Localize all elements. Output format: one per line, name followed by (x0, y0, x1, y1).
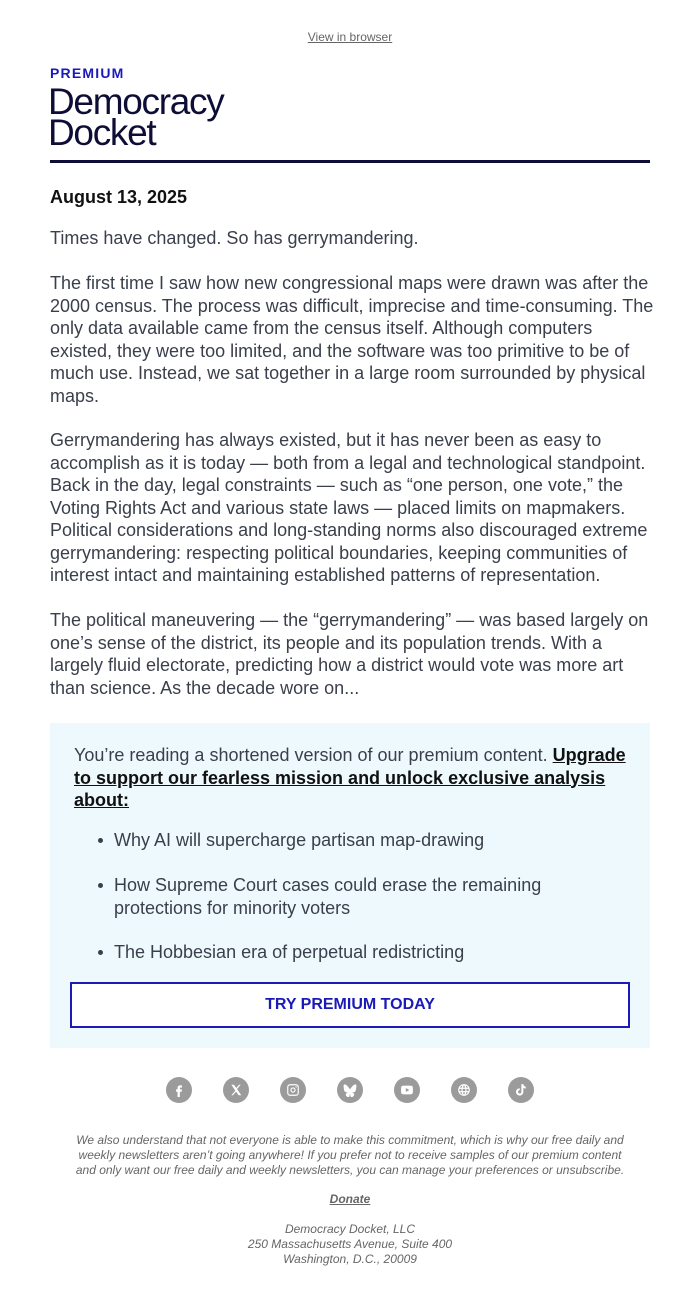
footer-disclaimer: We also understand that not everyone is able to make this commitment, which is why our free daily and weekly newsletters aren’t going anywhere! If you prefer not to receive samples of our premium content and only want our free daily and weekly newsletters, you can manage your preferences or unsubscribe. (75, 1133, 625, 1177)
tiktok-icon[interactable] (508, 1077, 534, 1103)
paragraph: The political maneuvering — the “gerrymandering” — was based largely on one’s sense of the district, its people and its population trends. With a largely fluid electorate, predicting how a district would vote was more art than science. As the decade wore on... (50, 610, 649, 698)
premium-promo-box (50, 723, 650, 1048)
address-line-2: Washington, D.C., 20009 (283, 1252, 417, 1266)
address-line-1: 250 Massachusetts Avenue, Suite 400 (247, 1237, 453, 1251)
social-links (0, 1077, 700, 1103)
footer-address (70, 1222, 630, 1267)
logo-line-1: Democracy (48, 81, 224, 122)
try-premium-button[interactable]: TRY PREMIUM TODAY (70, 982, 630, 1028)
logo[interactable] (48, 81, 248, 153)
list-item: How Supreme Court cases could erase the remaining protections for minority voters (114, 874, 594, 919)
list-item: The Hobbesian era of perpetual redistricting (114, 942, 465, 962)
upgrade-link[interactable]: Upgrade to support our fearless mission and unlock exclusive analysis about: (74, 745, 626, 810)
promo-intro-text: You’re reading a shortened version of our premium content. (74, 745, 553, 765)
facebook-icon[interactable] (166, 1077, 192, 1103)
premium-label: PREMIUM (50, 65, 125, 81)
paragraph: Times have changed. So has gerrymandering. (50, 228, 419, 248)
header-divider (50, 160, 650, 163)
promo-intro (74, 744, 634, 812)
youtube-icon[interactable] (394, 1077, 420, 1103)
donate-link[interactable]: Donate (329, 1192, 371, 1206)
article-date: August 13, 2025 (50, 187, 188, 207)
list-item: Why AI will supercharge partisan map-drawing (114, 830, 485, 850)
bluesky-icon[interactable] (337, 1077, 363, 1103)
website-icon[interactable] (451, 1077, 477, 1103)
x-icon[interactable] (223, 1077, 249, 1103)
instagram-icon[interactable] (280, 1077, 306, 1103)
logo-line-2: Docket (48, 112, 156, 153)
paragraph: Gerrymandering has always existed, but it has never been as easy to accomplish as it is today — both from a legal and technological standpoint. Back in the day, legal constraints — such as “one person, one vote,” the Voting Rights Act and various state laws — placed limits on mapmakers. Political considerations and long-standing norms also discouraged extreme gerrymandering: respecting political boundaries, keeping communities of interest intact and maintaining established patterns of representation. (50, 430, 648, 585)
view-in-browser-link[interactable]: View in browser (307, 30, 393, 44)
paragraph: The first time I saw how new congressional maps were drawn was after the 2000 census. The process was difficult, imprecise and time-consuming. The only data available came from the census itself. Although computers existed, they were too limited, and the software was too primitive to be of much use. Instead, we sat together in a large room surrounded by physical maps. (50, 273, 654, 406)
company-name: Democracy Docket, LLC (284, 1222, 416, 1236)
